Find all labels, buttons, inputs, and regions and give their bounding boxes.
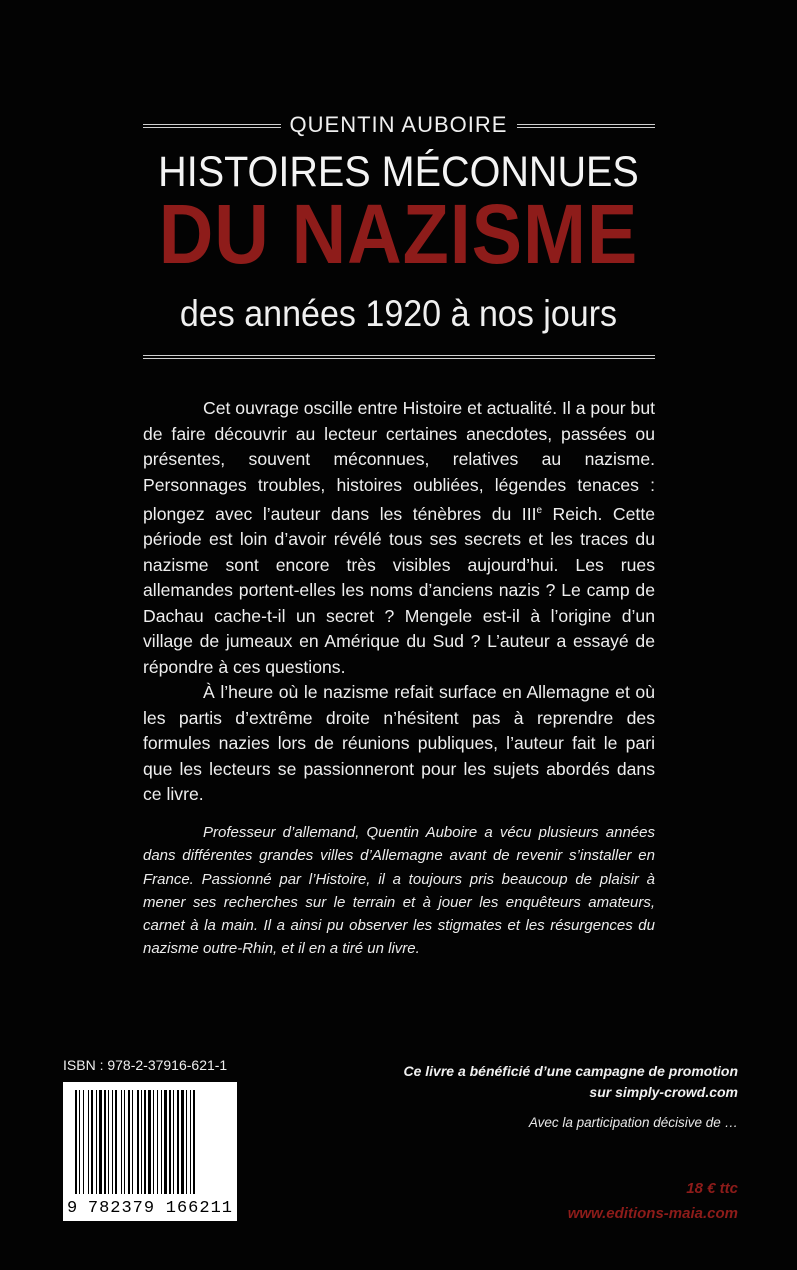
mid-rule	[143, 355, 655, 359]
participation-text: Avec la participation décisive de …	[528, 1115, 738, 1130]
barcode-digit-group-2: 166211	[165, 1199, 233, 1218]
barcode-bar	[141, 1090, 142, 1194]
barcode-bar	[83, 1090, 84, 1194]
barcode-digit-first: 9	[67, 1199, 78, 1218]
barcode-bar	[161, 1090, 162, 1194]
description-paragraph-1: Cet ouvrage oscille entre Histoire et actualité. Il a pour but de faire découvrir au lecteur certaines anecdotes, passées ou présentes, souvent méconnues, relatives au nazisme. Personnages troubles, histoires oubliées, légendes tenaces : plongez avec l’auteur dans les ténèbres du IIIe Reich. Cette période est loin d’avoir révélé tous ses secrets et les traces du nazisme sont encore très visibles aujourd’hui. Les rues allemandes portent-elles les noms d’anciens nazis ? Le camp de Dachau cache-t-il un secret ? Mengele est-il à l’origine d’un village de jumeaux en Amérique du Sud ? L’auteur a essayé de répondre à ces questions.	[143, 398, 655, 677]
barcode-bar	[190, 1090, 191, 1194]
barcode-bar	[186, 1090, 187, 1194]
price: 18 € ttc	[686, 1180, 738, 1197]
promo-line-1: Ce livre a bénéficié d’une campagne de promotion	[403, 1063, 738, 1079]
barcode-bar	[148, 1090, 151, 1194]
barcode-bar	[137, 1090, 139, 1194]
barcode-bar	[169, 1090, 171, 1194]
barcode-bar	[144, 1090, 146, 1194]
barcode-bar	[121, 1090, 122, 1194]
publisher-website: www.editions-maia.com	[567, 1205, 738, 1222]
barcode-bar	[96, 1090, 97, 1194]
barcode-bar	[91, 1090, 93, 1194]
bio-paragraph: Professeur d’allemand, Quentin Auboire a vécu plusieurs années dans différentes grandes villes d’Allemagne avant de revenir s’installer en France. Passionné par l’Histoire, il a toujours pris beaucoup de plaisir à mener ses recherches sur le terrain et à jouer les enquêteurs amateurs, carnet à la main. Il a ainsi pu observer les stigmates et les résurgences du nazisme outre-Rhin, et il en a tiré un livre.	[143, 824, 655, 958]
barcode-bar	[88, 1090, 89, 1194]
barcode	[63, 1082, 237, 1221]
barcode-bar	[108, 1090, 109, 1194]
barcode-bar	[124, 1090, 125, 1194]
barcode-bar	[75, 1090, 77, 1194]
barcode-bar	[104, 1090, 106, 1194]
isbn-label: ISBN : 978-2-37916-621-1	[63, 1057, 228, 1073]
barcode-bar	[181, 1090, 184, 1194]
barcode-bar	[99, 1090, 102, 1194]
barcode-bar	[132, 1090, 133, 1194]
barcode-bar	[128, 1090, 130, 1194]
author-bio	[143, 821, 655, 961]
barcode-bar	[164, 1090, 167, 1194]
book-description	[143, 396, 655, 808]
barcode-bar	[177, 1090, 179, 1194]
promo-text	[378, 1061, 738, 1103]
promo-line-2: sur simply-crowd.com	[589, 1084, 738, 1100]
barcode-bar	[112, 1090, 113, 1194]
barcode-bar	[193, 1090, 195, 1194]
subtitle: des années 1920 à nos jours	[179, 293, 618, 334]
barcode-bar	[115, 1090, 117, 1194]
barcode-bar	[173, 1090, 174, 1194]
barcode-digit-group-1: 782379	[87, 1199, 156, 1218]
author-name: QUENTIN AUBOIRE	[289, 112, 508, 137]
barcode-bar	[79, 1090, 80, 1194]
barcode-bar	[153, 1090, 154, 1194]
description-paragraph-2: À l’heure où le nazisme refait surface en Allemagne et où les partis d’extrême droite n’hésitent pas à reprendre des formules nazies lors de réunions publiques, l’auteur fait le pari que les lecteurs se passionneront pour les sujets abordés dans ce livre.	[143, 682, 655, 805]
title-line-1: HISTOIRES MÉCONNUES	[158, 148, 639, 196]
barcode-digits	[67, 1199, 233, 1218]
barcode-bar	[157, 1090, 158, 1194]
title-line-2: DU NAZISME	[158, 187, 639, 281]
